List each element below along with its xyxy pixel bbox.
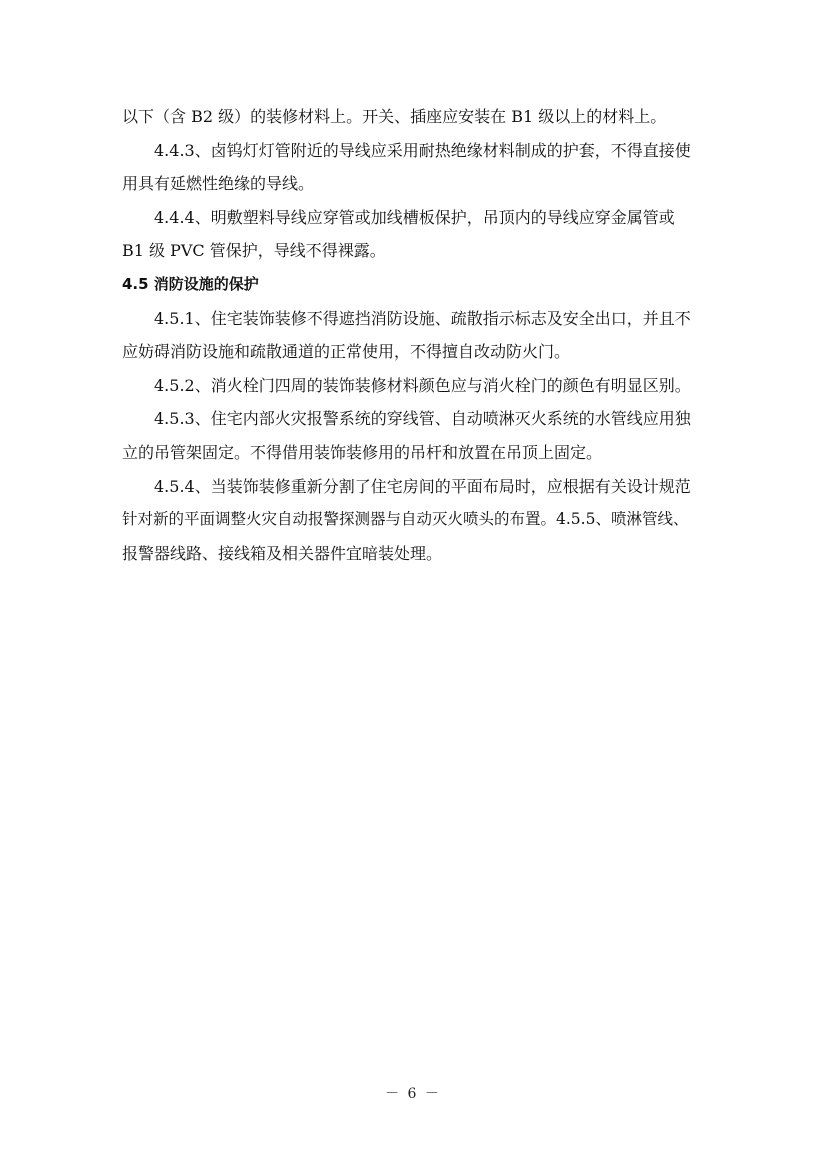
text-line-1: 以下（含 B2 级）的装修材料上。开关、插座应安装在 B1 级以上的材料上。 (122, 107, 667, 126)
text-line-5: B1 级 PVC 管保护，导线不得裸露。 (122, 241, 386, 261)
text-line-8: 应妨碍消防设施和疏散通道的正常使用，不得擅自改动防火门。 (122, 342, 571, 362)
text-line-13: 针对新的平面调整火灾自动报警探测器与自动灭火喷头的布置。4.5.5、喷淋管线、 (122, 510, 689, 529)
text-line-10: 4.5.3、住宅内部火灾报警系统的穿线管、自动喷淋灭火系统的水管线应用独 (154, 409, 691, 429)
text-line-7: 4.5.1、住宅装饰装修不得遮挡消防设施、疏散指示标志及安全出口，并且不 (154, 308, 691, 328)
text-line-12: 4.5.4、当装饰装修重新分割了住宅房间的平面布局时，应根据有关设计规范 (154, 476, 691, 496)
text-line-11: 立的吊管架固定。不得借用装饰装修用的吊杆和放置在吊顶上固定。 (122, 442, 603, 462)
text-line-2: 4.4.3、卤钨灯灯管附近的导线应采用耐热绝缘材料制成的护套，不得直接使 (154, 140, 691, 160)
text-line-4: 4.4.4、明敷塑料导线应穿管或加线槽板保护，吊顶内的导线应穿金属管或 (154, 207, 675, 227)
document-body (122, 100, 706, 570)
text-line-9: 4.5.2、消火栓门四周的装饰装修材料颜色应与消火栓门的颜色有明显区别。 (154, 375, 691, 395)
page-number: － 6 － (385, 1086, 441, 1102)
text-line-3: 用具有延燃性绝缘的导线。 (122, 174, 315, 194)
text-line-14: 报警器线路、接线箱及相关器件宜暗装处理。 (122, 543, 443, 563)
section-heading: 4.5 消防设施的保护 (122, 274, 259, 293)
